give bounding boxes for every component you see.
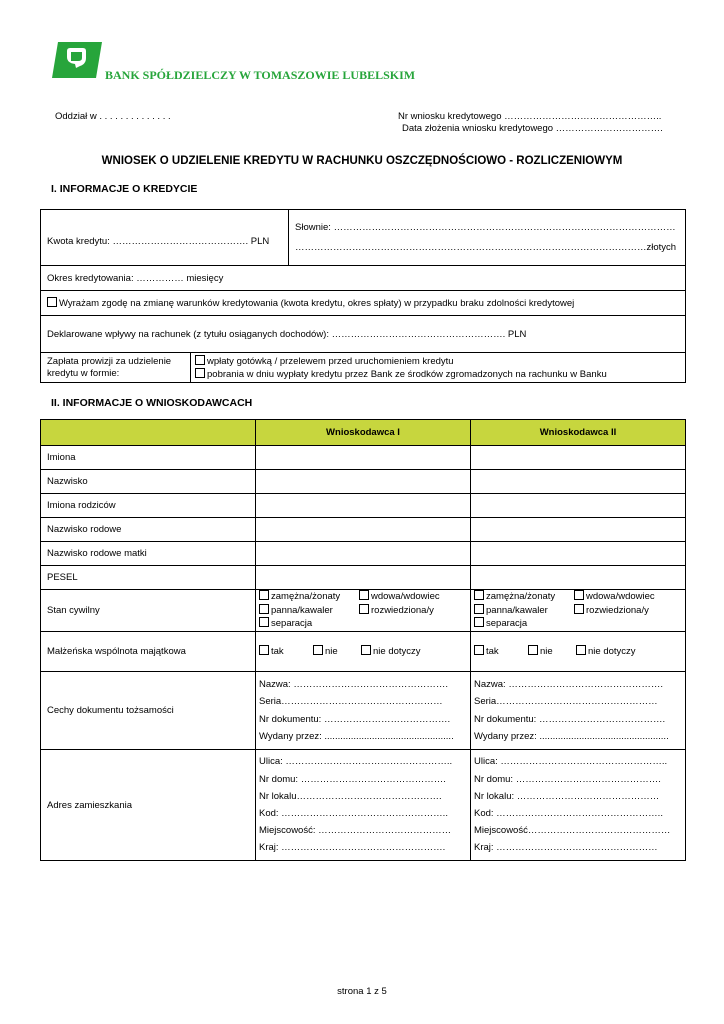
- applicant-2-first-names-input[interactable]: [471, 446, 686, 470]
- joint-option-label: nie dotyczy: [373, 645, 421, 657]
- application-meta: [398, 111, 663, 135]
- page-header: [52, 42, 612, 82]
- joint-option-label: nie: [540, 645, 553, 657]
- marital-option-label: panna/kawaler: [271, 604, 333, 616]
- branch-field[interactable]: Oddział w . . . . . . . . . . . . . .: [55, 111, 171, 122]
- applicant-1-married-checkbox[interactable]: [259, 590, 269, 600]
- applicant-1-divorced-checkbox[interactable]: [359, 604, 369, 614]
- id-doc-line: Nr dokumentu: ………………………………….: [474, 713, 666, 725]
- row-label-address: Adres zamieszkania: [41, 750, 256, 861]
- address-line: Kraj: ……………………………………………: [474, 842, 658, 854]
- id-doc-line: Seria……………………………………………: [474, 696, 658, 707]
- declared-income-field[interactable]: Deklarowane wpływy na rachunek (z tytułu osiąganych dochodów): ………………………………………………. PLN: [41, 316, 686, 353]
- amount-in-words-line-1: Słownie: ………………………………………………………………………………………………: [295, 222, 676, 233]
- applicant-2-joint-na-checkbox[interactable]: [576, 645, 586, 655]
- address-line: Ulica: ……………………………………………..: [474, 756, 668, 768]
- id-doc-line: Wydany przez: .................................................: [474, 731, 669, 742]
- applicant-2-widowed-checkbox[interactable]: [574, 590, 584, 600]
- applicant-2-joint-no-checkbox[interactable]: [528, 645, 538, 655]
- applicant-2-divorced-checkbox[interactable]: [574, 604, 584, 614]
- applicant-1-parents-names-input[interactable]: [256, 494, 471, 518]
- applicant-1-pesel-input[interactable]: [256, 566, 471, 590]
- applicant-1-separated-checkbox[interactable]: [259, 617, 269, 627]
- row-label-mother-maiden-name: Nazwisko rodowe matki: [41, 542, 256, 566]
- credit-info-table: [40, 209, 686, 383]
- address-line: Kod: ……………………………………………..: [474, 808, 663, 819]
- address-line: Kraj: …………………………………………….: [259, 842, 446, 854]
- row-label-marital-status: Stan cywilny: [41, 590, 256, 632]
- applicant-1-joint-property: [256, 632, 471, 672]
- applicant-2-address[interactable]: [471, 750, 686, 861]
- applicant-1-id-document[interactable]: [256, 672, 471, 750]
- joint-option-label: nie dotyczy: [588, 645, 636, 657]
- address-line: Nr lokalu: ………………………………………: [474, 790, 660, 802]
- consent-label: Wyrażam zgodę na zmianę warunków kredytowania (kwota kredytu, okres spłaty) w przypadku braku zdolności kredytowej: [59, 298, 575, 309]
- row-label-parents-names: Imiona rodziców: [41, 494, 256, 518]
- applicant-2-joint-yes-checkbox[interactable]: [474, 645, 484, 655]
- applicant-1-marital-status: [256, 590, 471, 632]
- marital-option-label: separacja: [486, 618, 528, 630]
- commission-cash-checkbox[interactable]: [195, 355, 205, 365]
- commission-cash-label: wpłaty gotówką / przelewem przed uruchomieniem kredytu: [207, 355, 454, 367]
- row-label-pesel: PESEL: [41, 566, 256, 590]
- applicant-1-joint-yes-checkbox[interactable]: [259, 645, 269, 655]
- commission-deduct-checkbox[interactable]: [195, 368, 205, 378]
- marital-option-label: rozwiedziona/y: [371, 604, 434, 616]
- applicant-2-marital-status: [471, 590, 686, 632]
- commission-label-line-1: Zapłata prowizji za udzielenie: [47, 355, 172, 367]
- joint-option-label: tak: [486, 645, 499, 657]
- marital-option-label: separacja: [271, 618, 313, 630]
- applicant-2-mother-maiden-name-input[interactable]: [471, 542, 686, 566]
- applicant-1-joint-no-checkbox[interactable]: [313, 645, 323, 655]
- applicant-2-joint-property: [471, 632, 686, 672]
- commission-label: [41, 353, 191, 383]
- applicant-2-maiden-name-input[interactable]: [471, 518, 686, 542]
- applicant-1-mother-maiden-name-input[interactable]: [256, 542, 471, 566]
- applicant-2-pesel-input[interactable]: [471, 566, 686, 590]
- page-number: strona 1 z 5: [337, 986, 387, 997]
- application-number-field[interactable]: Nr wniosku kredytowego …………………………………………..: [398, 111, 662, 122]
- application-date-field[interactable]: Data złożenia wniosku kredytowego …………………………….: [402, 123, 663, 134]
- address-line: Ulica: ……………………………………………..: [259, 756, 453, 768]
- address-line: Miejscowość: ……………………………………: [259, 825, 452, 837]
- row-label-first-names: Imiona: [41, 446, 256, 470]
- address-line: Miejscowość………………………………………: [474, 825, 671, 837]
- applicant-1-maiden-name-input[interactable]: [256, 518, 471, 542]
- commission-deduct-label: pobrania w dniu wypłaty kredytu przez Bank ze środków zgromadzonych na rachunku w Banku: [207, 368, 607, 380]
- applicant-1-header: Wnioskodawca I: [256, 420, 471, 446]
- commission-label-line-2: kredytu w formie:: [47, 367, 120, 379]
- applicant-2-id-document[interactable]: [471, 672, 686, 750]
- applicants-table: [40, 419, 686, 861]
- bank-name: BANK SPÓŁDZIELCZY W TOMASZOWIE LUBELSKIM: [105, 68, 416, 82]
- row-label-id-document: Cechy dokumentu tożsamości: [41, 672, 256, 750]
- marital-option-label: zamężna/żonaty: [486, 591, 556, 603]
- applicant-1-first-names-input[interactable]: [256, 446, 471, 470]
- marital-option-label: wdowa/wdowiec: [371, 591, 440, 603]
- row-label-joint-property: Małżeńska wspólnota majątkowa: [41, 632, 256, 672]
- joint-option-label: tak: [271, 645, 284, 657]
- applicant-1-address[interactable]: [256, 750, 471, 861]
- id-doc-line: Seria……………………………………………: [259, 696, 443, 707]
- id-doc-line: Wydany przez: .................................................: [259, 731, 454, 742]
- applicant-1-joint-na-checkbox[interactable]: [361, 645, 371, 655]
- applicant-2-parents-names-input[interactable]: [471, 494, 686, 518]
- commission-options: [191, 353, 686, 383]
- applicant-1-widowed-checkbox[interactable]: [359, 590, 369, 600]
- consent-checkbox[interactable]: [47, 297, 57, 307]
- row-label-maiden-name: Nazwisko rodowe: [41, 518, 256, 542]
- credit-amount-field[interactable]: Kwota kredytu: ……………………………………. PLN: [41, 210, 289, 266]
- applicant-2-surname-input[interactable]: [471, 470, 686, 494]
- amount-in-words-field[interactable]: [289, 210, 686, 266]
- id-doc-line: Nazwa: ………………………………………….: [474, 678, 663, 690]
- id-doc-line: Nazwa: ………………………………………….: [259, 678, 448, 690]
- marital-option-label: rozwiedziona/y: [586, 604, 649, 616]
- section-1-title: I. INFORMACJE O KREDYCIE: [51, 183, 198, 195]
- marital-option-label: panna/kawaler: [486, 604, 548, 616]
- bank-logo-icon: [52, 42, 102, 78]
- section-2-title: II. INFORMACJE O WNIOSKODAWCACH: [51, 397, 253, 409]
- address-line: Nr domu: ……………………………………….: [259, 773, 446, 785]
- applicant-2-single-checkbox[interactable]: [474, 604, 484, 614]
- joint-option-label: nie: [325, 645, 338, 657]
- amount-in-words-line-2: …………………………………………………………………………………………………złotych: [295, 242, 677, 253]
- address-line: Nr domu: ……………………………………….: [474, 773, 661, 785]
- applicant-1-surname-input[interactable]: [256, 470, 471, 494]
- marital-option-label: zamężna/żonaty: [271, 591, 341, 603]
- consent-row: [41, 291, 686, 316]
- document-title: WNIOSEK O UDZIELENIE KREDYTU W RACHUNKU OSZCZĘDNOŚCIOWO - ROZLICZENIOWYM: [101, 155, 623, 167]
- applicant-2-header: Wnioskodawca II: [471, 420, 686, 446]
- marital-option-label: wdowa/wdowiec: [586, 591, 655, 603]
- credit-period-field[interactable]: Okres kredytowania: …………… miesięcy: [41, 266, 686, 291]
- row-label-surname: Nazwisko: [41, 470, 256, 494]
- applicant-2-married-checkbox[interactable]: [474, 590, 484, 600]
- applicant-1-single-checkbox[interactable]: [259, 604, 269, 614]
- applicant-2-separated-checkbox[interactable]: [474, 617, 484, 627]
- id-doc-line: Nr dokumentu: ………………………………….: [259, 713, 451, 725]
- address-line: Kod: ……………………………………………..: [259, 808, 448, 819]
- address-line: Nr lokalu……………………………………….: [259, 790, 442, 802]
- applicants-header-blank: [41, 420, 256, 446]
